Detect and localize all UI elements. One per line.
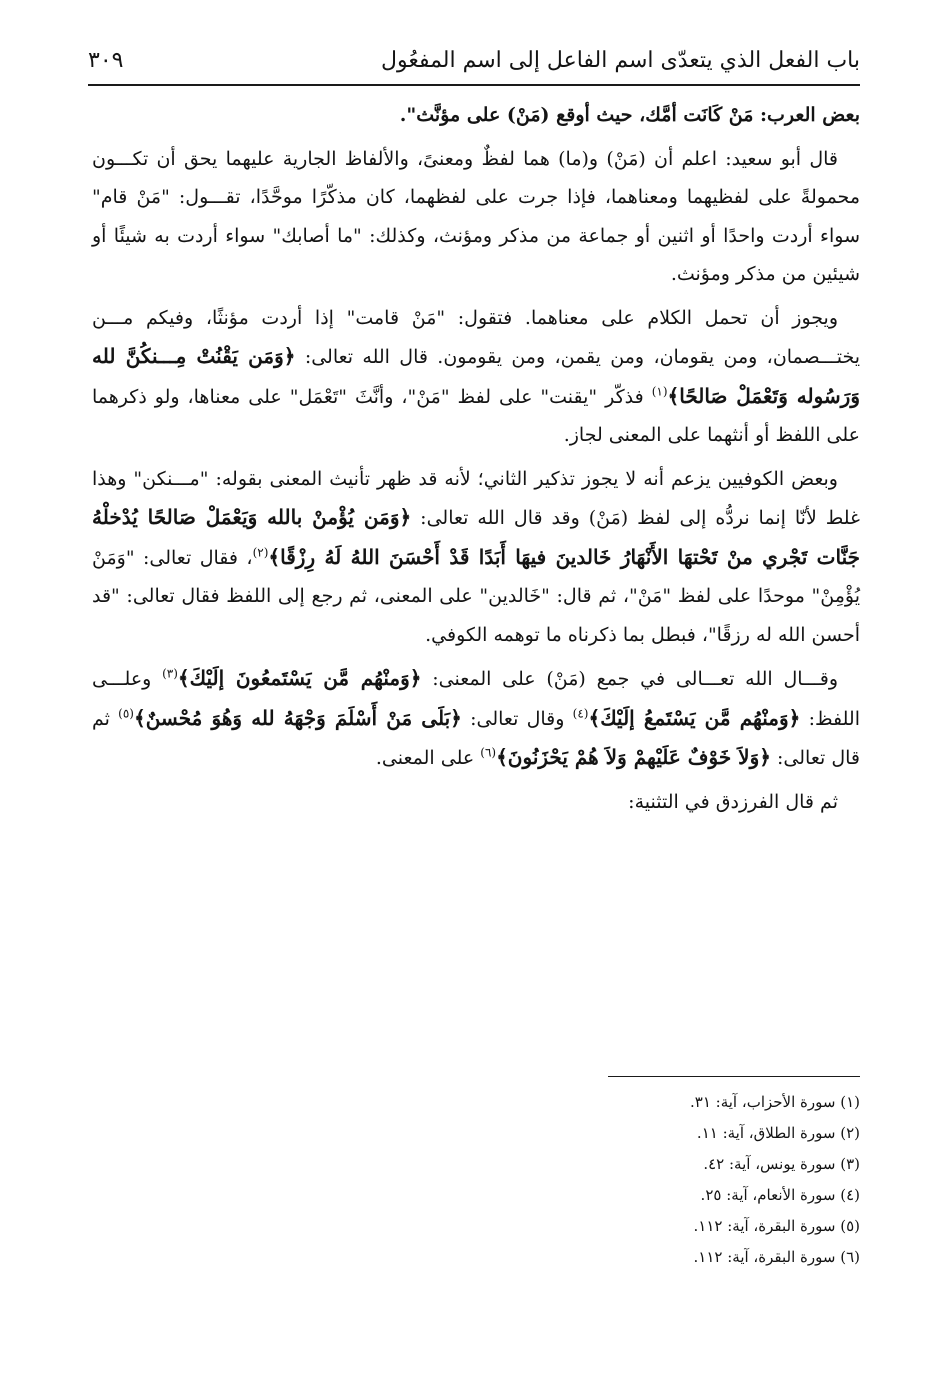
footnote-item: (٣) سورة يونس، آية: ٤٢. (703, 1155, 860, 1173)
quran-quote: ﴿وَمَن يُؤْمنْ بالله وَيَعْمَلْ صَالحًا يُدْخلْهُ جَنَّات تَجْري منْ تَحْتهَا الأَنْهَارُ خَالدينَ فيهَا أَبَدًا قَدْ أَحْسَنَ اللهُ لَهُ رِزْقًا﴾ (92, 505, 860, 569)
quran-quote: ﴿بَلَى مَنْ أَسْلَمَ وَجْهَهُ لله وَهُوَ مُحْسنٌ﴾ (133, 705, 462, 730)
text-segment: ثم قال تعالى: (92, 707, 860, 769)
quran-quote: ﴿وَمنْهُم مَّن يَسْتَمعُونَ إلَيْكَ﴾ (177, 666, 422, 690)
text-segment: على المعنى. (375, 747, 481, 769)
footnote-marker: (٥) (118, 706, 134, 721)
paragraph (92, 96, 860, 135)
header-rule (88, 84, 860, 86)
body-text (92, 96, 860, 826)
paragraph (92, 659, 860, 778)
text-segment: وقال تعالى: (461, 707, 573, 730)
footnote-item: (٦) سورة البقرة، آية: ١١٢. (693, 1248, 860, 1266)
footnote-item: (٥) سورة البقرة، آية: ١١٢. (693, 1217, 860, 1235)
text-segment: وبعض الكوفيين يزعم أنه لا يجوز تذكير الثاني؛ لأنه قد ظهر تأنيث المعنى بقوله: "مـــنكن" وهذا غلط لأنّا إنما نردُّه إلى لفظ (مَنْ) وقد قال الله تعالى: (92, 467, 860, 529)
footnote-rule (608, 1076, 860, 1077)
text-segment: وعلـــى اللفظ: (92, 668, 860, 730)
text-segment: ويجوز أن تحمل الكلام على معناهما. فتقول: "مَنْ قامت" إذا أردت مؤنثًا، وفيكم مـــن يختـــصمان، ومن يقومان، ومن يقمن، ومن يقومون. قال الله تعالى: (92, 306, 861, 368)
footnotes-list (300, 1087, 860, 1273)
footnote-marker: (٢) (252, 545, 269, 560)
footnote-marker: (٣) (162, 666, 178, 681)
text-segment: قال أبو سعيد: اعلم أن (مَنْ) و(ما) هما لفظٌ ومعنىً، والألفاظ الجارية عليهما يحق أن تكـــون محمولةً على لفظيهما ومعناهما، فإذا جرت على لفظهما، كان مذكّرًا موحَّدًا، تقـــول: "مَنْ قام" سواء أردت واحدًا أو اثنين أو جماعة من مذكر ومؤنث، وكذلك: "ما أصابك" سواء أردت به شيئًا أو شيئين من مذكر ومؤنث. (92, 147, 860, 285)
footnote-marker: (١) (651, 384, 668, 399)
quran-quote: ﴿وَلاَ خَوْفٌ عَلَيْهمْ وَلاَ هُمْ يَحْزَنُونَ﴾ (496, 745, 771, 769)
text-segment: ثم قال الفرزدق في التثنية: (628, 790, 838, 813)
page-number: ٣٠٩ (88, 47, 124, 73)
running-title: باب الفعل الذي يتعدّى اسم الفاعل إلى اسم المفعُول (380, 47, 860, 73)
footnote-item: (٢) سورة الطلاق، آية: ١١. (696, 1124, 860, 1142)
text-segment: ، فقال تعالى: "وَمَنْ يُؤْمِنْ" موحدًا على لفظ "مَنْ"، ثم قال: "خَالدين" على المعنى، ثم رجع إلى اللفظ فقال تعالى: "قد أحسن الله له رزقًا"، فبطل بما ذكرناه ما توهمه الكوفي. (92, 546, 860, 646)
text-segment: فذكّر "يقنت" على لفظ "مَنْ"، وأنَّثَ "تَعْمَل" على معناها، ولو ذكرهما على اللفظ أو أنثهما على المعنى لجاز. (92, 385, 860, 446)
quran-quote: ﴿وَمنْهُم مَّن يَسْتَمعُ إلَيْكَ﴾ (588, 705, 801, 730)
paragraph (92, 140, 860, 294)
footnote-marker: (٤) (572, 706, 589, 721)
footnote-item: (٤) سورة الأنعام، آية: ٢٥. (700, 1186, 860, 1204)
footnote-item: (١) سورة الأحزاب، آية: ٣١. (689, 1093, 860, 1111)
bold-text: بعض العرب: مَنْ كَانَت أمَّك، حيث أوقع (مَنْ) على مؤنَّث". (399, 104, 860, 126)
text-segment: وقـــال الله تعـــالى في جمع (مَنْ) على المعنى: (421, 668, 838, 690)
quran-quote: ﴿وَمَن يَقْنُتْ مِـــنكُنَّ لله وَرَسُوله وَتَعْمَلْ صَالحًا﴾ (92, 344, 860, 408)
paragraph (92, 299, 860, 455)
paragraph (92, 460, 860, 655)
paragraph (92, 783, 860, 822)
footnote-marker: (٦) (480, 745, 497, 760)
running-header (88, 34, 860, 74)
